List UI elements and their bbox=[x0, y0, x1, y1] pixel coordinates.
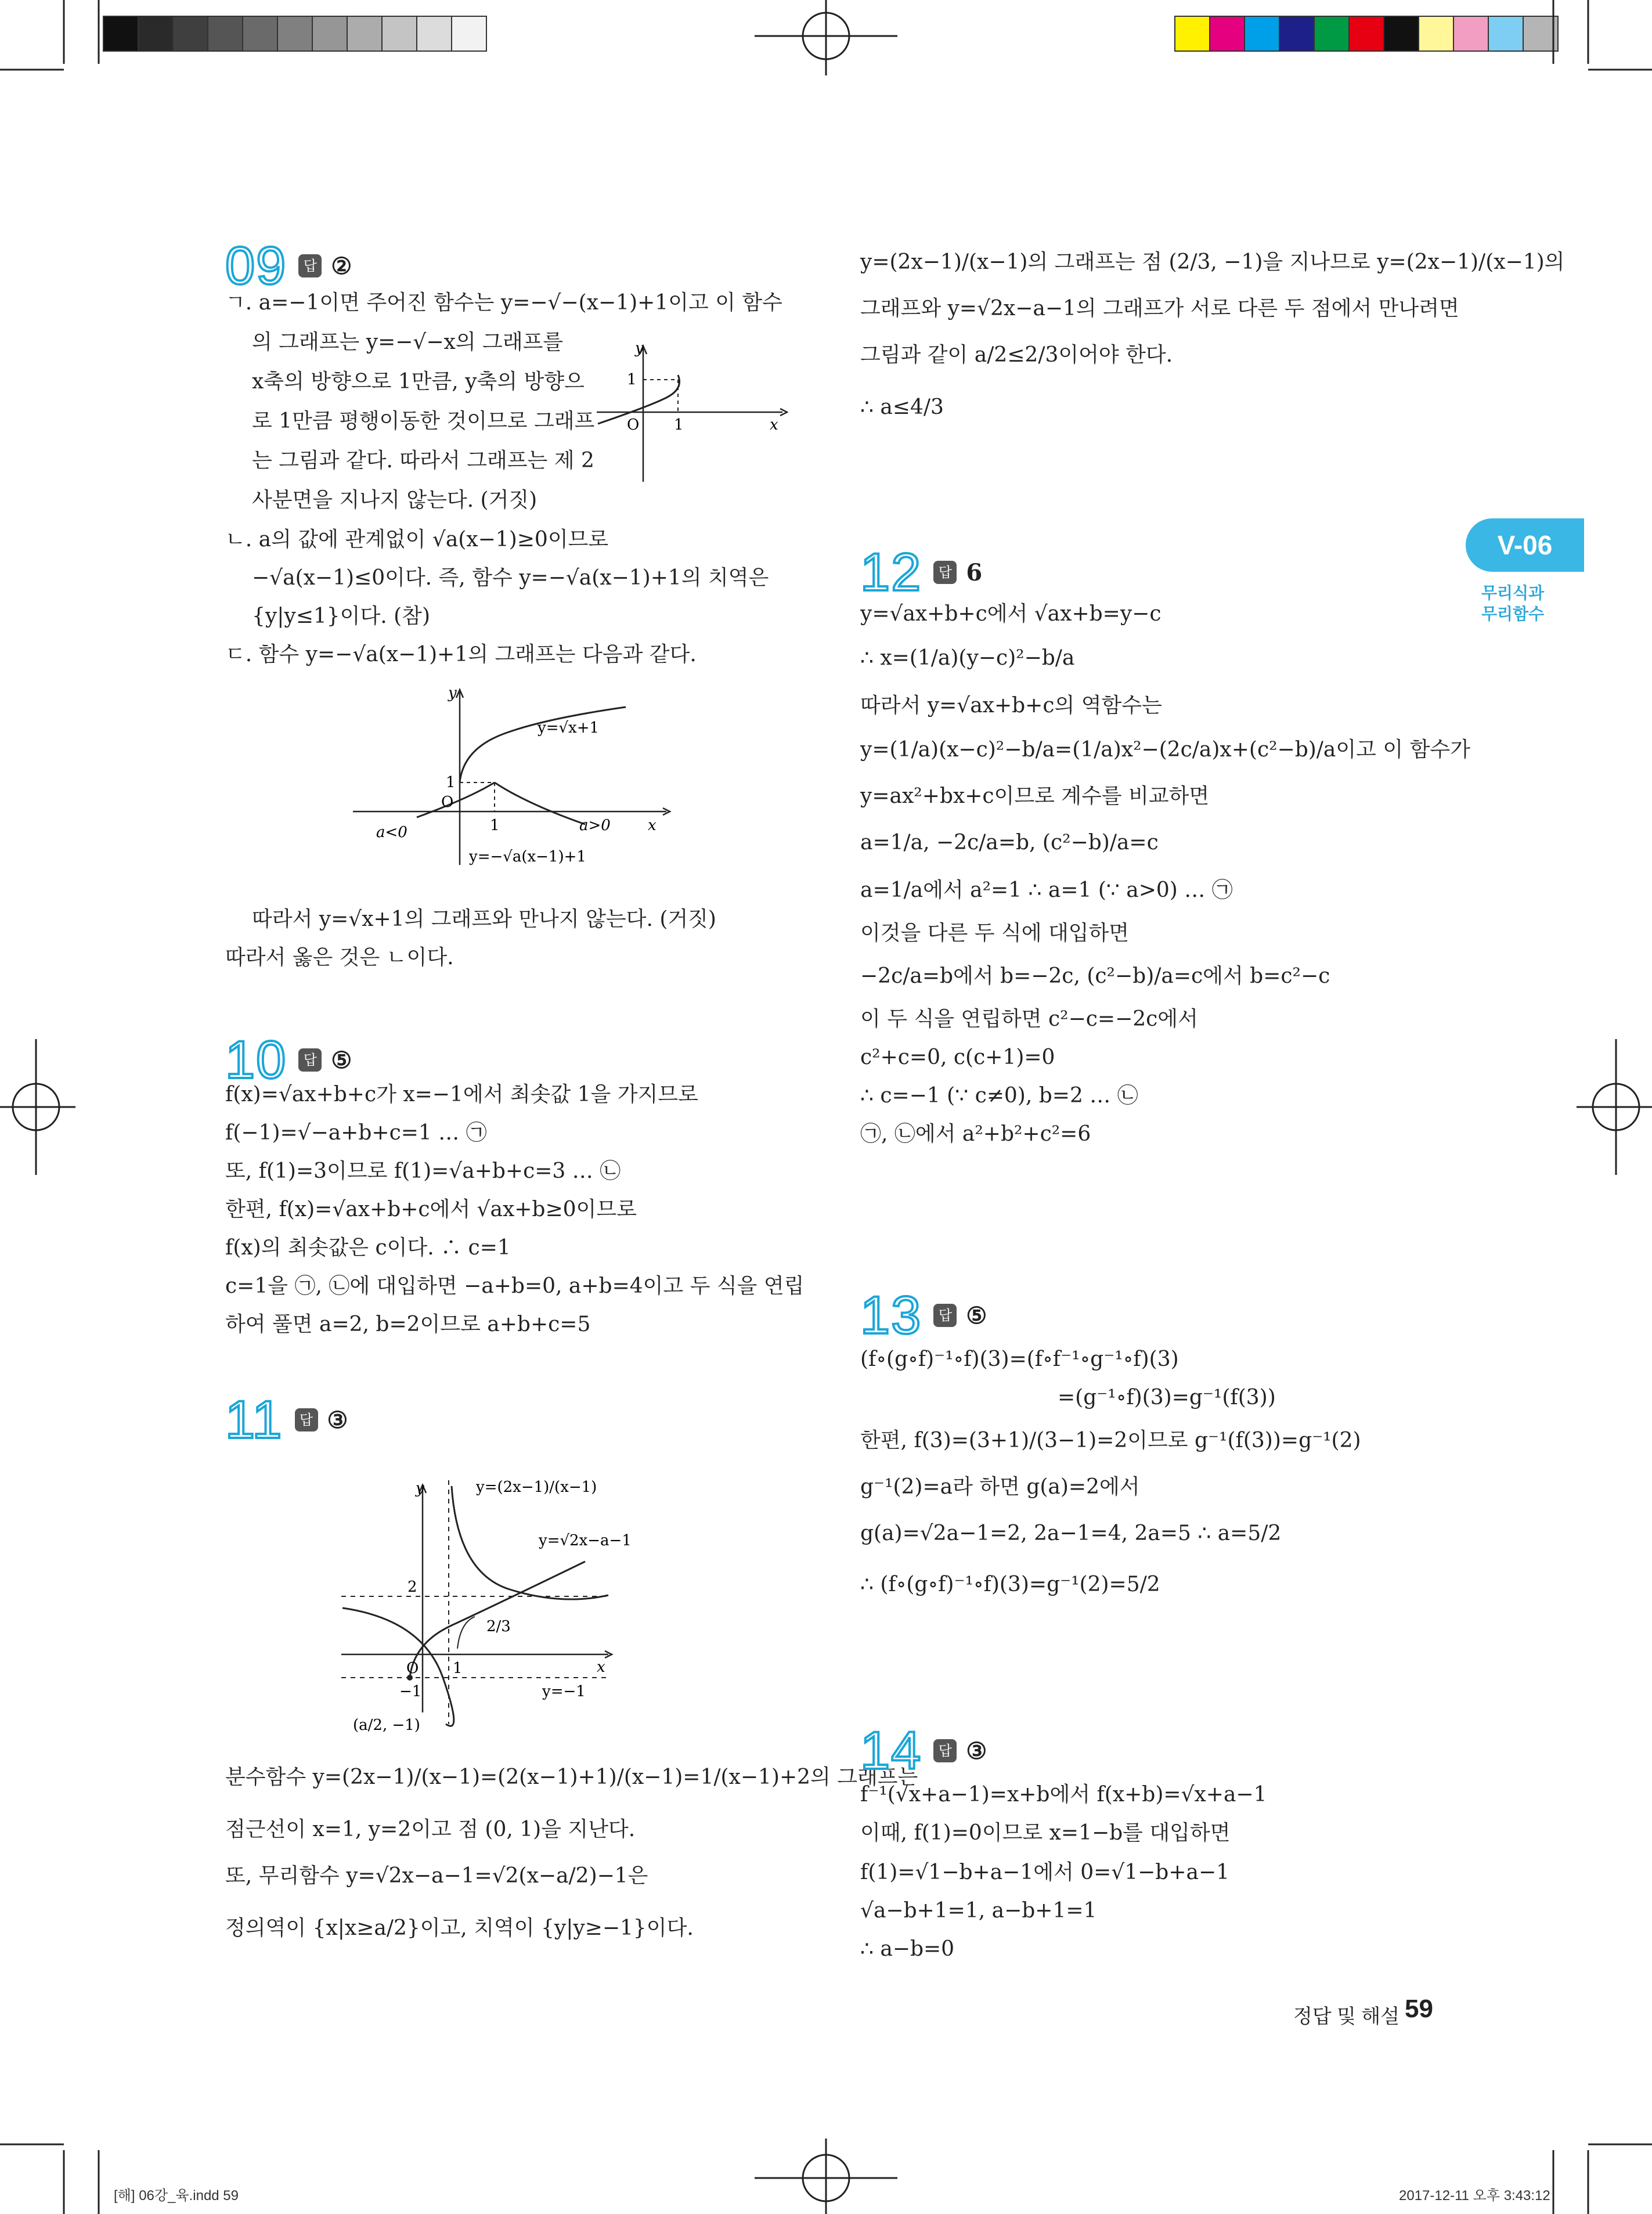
q10-line: f(x)의 최솟값은 c이다. ∴ c=1 bbox=[225, 1236, 511, 1260]
curve-label: y=(2x−1)/(x−1) bbox=[476, 1479, 597, 1496]
color-swatch bbox=[312, 16, 347, 51]
q11-number: 11 bbox=[225, 1390, 283, 1449]
q11-graph bbox=[341, 1457, 701, 1747]
color-swatch bbox=[347, 16, 382, 51]
q12-header bbox=[860, 543, 983, 602]
q13-number: 13 bbox=[860, 1286, 922, 1345]
color-swatch bbox=[1175, 16, 1210, 51]
answer-badge: 답 bbox=[298, 1048, 322, 1072]
process-color-bar bbox=[1175, 16, 1558, 51]
color-swatch bbox=[243, 16, 277, 51]
q14-number: 14 bbox=[860, 1721, 922, 1780]
color-swatch bbox=[208, 16, 243, 51]
q10-line: 한편, f(x)=√ax+b+c에서 √ax+b≥0이므로 bbox=[225, 1198, 637, 1221]
curve-label: y=−√a(x−1)+1 bbox=[469, 848, 586, 866]
answer-badge: 답 bbox=[933, 1739, 957, 1762]
tick-label: 2 bbox=[407, 1578, 417, 1596]
axis-x-label: x bbox=[597, 1658, 605, 1676]
origin-label: O bbox=[441, 794, 454, 811]
q09-line: 는 그림과 같다. 따라서 그래프는 제 2 bbox=[252, 449, 594, 473]
q13-answer: ⑤ bbox=[966, 1301, 987, 1329]
section-subtitle: 무리식과 bbox=[1481, 584, 1545, 602]
q13-header bbox=[860, 1286, 987, 1345]
q14-header bbox=[860, 1721, 987, 1780]
color-swatch bbox=[1314, 16, 1349, 51]
q12-line: ∴ x=(1/a)(y−c)²−b/a bbox=[860, 646, 1075, 670]
q14-line: ∴ a−b=0 bbox=[860, 1937, 955, 1961]
q09-line: ㄱ. a=−1이면 주어진 함수는 y=−√−(x−1)+1이고 이 함수 bbox=[225, 291, 782, 315]
q13-line: ∴ (f∘(g∘f)⁻¹∘f)(3)=g⁻¹(2)=5/2 bbox=[860, 1573, 1160, 1596]
tick-label: 1 bbox=[453, 1660, 463, 1677]
q12-line: c²+c=0, c(c+1)=0 bbox=[860, 1045, 1055, 1069]
curve-label: y=√x+1 bbox=[538, 719, 600, 737]
color-swatch bbox=[1488, 16, 1523, 51]
color-swatch bbox=[452, 16, 486, 51]
q14-line: 이때, f(1)=0이므로 x=1−b를 대입하면 bbox=[860, 1821, 1231, 1845]
q11-line: 점근선이 x=1, y=2이고 점 (0, 1)을 지난다. bbox=[225, 1818, 636, 1841]
q12-line: ㉠, ㉡에서 a²+b²+c²=6 bbox=[860, 1122, 1091, 1146]
color-swatch bbox=[1210, 16, 1245, 51]
color-swatch bbox=[1419, 16, 1453, 51]
axis-x-label: x bbox=[770, 416, 778, 434]
q12-line: −2c/a=b에서 b=−2c, (c²−b)/a=c에서 b=c²−c bbox=[860, 964, 1330, 988]
q12-line: y=√ax+b+c에서 √ax+b=y−c bbox=[860, 602, 1162, 626]
answer-badge: 답 bbox=[298, 254, 322, 277]
axis-y-label: y bbox=[416, 1480, 424, 1497]
q11-line: 또, 무리함수 y=√2x−a−1=√2(x−a/2)−1은 bbox=[225, 1864, 648, 1888]
q10-line: c=1을 ㉠, ㉡에 대입하면 −a+b=0, a+b=4이고 두 식을 연립 bbox=[225, 1274, 805, 1298]
axis-y-label: y bbox=[635, 340, 644, 357]
q10-line: 하여 풀면 a=2, b=2이므로 a+b+c=5 bbox=[225, 1312, 591, 1336]
q11-line: ∴ a≤4/3 bbox=[860, 395, 944, 419]
q10-line: 또, f(1)=3이므로 f(1)=√a+b+c=3 … ㉡ bbox=[225, 1159, 621, 1183]
q13-line: g⁻¹(2)=a라 하면 g(a)=2에서 bbox=[860, 1475, 1140, 1499]
answer-badge: 답 bbox=[933, 1304, 957, 1327]
q14-line: √a−b+1=1, a−b+1=1 bbox=[860, 1899, 1097, 1923]
q09-line: ㄷ. 함수 y=−√a(x−1)+1의 그래프는 다음과 같다. bbox=[225, 643, 697, 666]
q12-line: a=1/a에서 a²=1 ∴ a=1 (∵ a>0) … ㉠ bbox=[860, 878, 1233, 902]
q13-line: (f∘(g∘f)⁻¹∘f)(3)=(f∘f⁻¹∘g⁻¹∘f)(3) bbox=[860, 1347, 1179, 1371]
q12-line: a=1/a, −2c/a=b, (c²−b)/a=c bbox=[860, 831, 1159, 854]
color-swatch bbox=[1279, 16, 1314, 51]
color-swatch bbox=[1453, 16, 1488, 51]
color-swatch bbox=[277, 16, 312, 51]
q09-line: 따라서 옳은 것은 ㄴ이다. bbox=[225, 946, 454, 969]
tick-label: 1 bbox=[490, 817, 500, 834]
color-swatch bbox=[103, 16, 138, 51]
curve-label: a<0 bbox=[376, 824, 407, 841]
axis-y-label: y bbox=[448, 685, 457, 702]
section-tab: V-06 bbox=[1466, 518, 1584, 572]
q11-line: 그래프와 y=√2x−a−1의 그래프가 서로 다른 두 점에서 만나려면 bbox=[860, 297, 1459, 320]
tick-label: −1 bbox=[399, 1683, 422, 1700]
q11-line: y=(2x−1)/(x−1)의 그래프는 점 (2/3, −1)을 지나므로 y=(2x−1)/(x−1)의 bbox=[860, 250, 1565, 274]
q09-graph-2 bbox=[353, 685, 678, 871]
q11-line: 그림과 같이 a/2≤2/3이어야 한다. bbox=[860, 343, 1173, 367]
q13-line: 한편, f(3)=(3+1)/(3−1)=2이므로 g⁻¹(f(3))=g⁻¹(2) bbox=[860, 1429, 1361, 1452]
q12-line: ∴ c=−1 (∵ c≠0), b=2 … ㉡ bbox=[860, 1084, 1138, 1108]
page-number: 59 bbox=[1405, 1995, 1433, 2023]
q09-line: {y|y≤1}이다. (참) bbox=[252, 604, 430, 628]
q14-line: f⁻¹(√x+a−1)=x+b에서 f(x+b)=√x+a−1 bbox=[860, 1783, 1267, 1806]
color-swatch bbox=[138, 16, 173, 51]
tick-label: 1 bbox=[446, 774, 456, 791]
asymptote-label: y=−1 bbox=[542, 1683, 586, 1700]
color-swatch bbox=[417, 16, 452, 51]
q12-line: 이것을 다른 두 식에 대입하면 bbox=[860, 921, 1130, 945]
q09-header bbox=[225, 236, 352, 295]
q13-line: =(g⁻¹∘f)(3)=g⁻¹(f(3)) bbox=[1058, 1386, 1276, 1409]
q10-line: f(x)=√ax+b+c가 x=−1에서 최솟값 1을 가지므로 bbox=[225, 1083, 698, 1106]
tick-label: 1 bbox=[627, 371, 637, 388]
axis-x-label: x bbox=[648, 817, 657, 834]
q11-line: 정의역이 {x|x≥a/2}이고, 치역이 {y|y≥−1}이다. bbox=[225, 1916, 694, 1940]
q09-line: 사분면을 지나지 않는다. (거짓) bbox=[252, 488, 538, 512]
tick-label: 1 bbox=[674, 416, 684, 434]
q12-line: 따라서 y=√ax+b+c의 역함수는 bbox=[860, 694, 1162, 717]
q10-header bbox=[225, 1030, 352, 1090]
print-slug-date: 2017-12-11 오후 3:43:12 bbox=[1399, 2188, 1550, 2204]
q10-answer: ⑤ bbox=[331, 1046, 352, 1074]
color-swatch bbox=[1349, 16, 1384, 51]
q09-answer: ② bbox=[331, 252, 352, 280]
curve-label: a>0 bbox=[579, 817, 611, 834]
q10-number: 10 bbox=[225, 1030, 287, 1090]
gray-color-bar bbox=[103, 16, 486, 51]
origin-label: O bbox=[406, 1660, 419, 1677]
q11-header bbox=[225, 1390, 348, 1449]
color-swatch bbox=[1245, 16, 1279, 51]
q14-answer: ③ bbox=[966, 1737, 987, 1765]
q09-number: 09 bbox=[225, 236, 287, 295]
tick-label: 2/3 bbox=[486, 1618, 511, 1635]
q09-line: x축의 방향으로 1만큼, y축의 방향으 bbox=[252, 370, 585, 394]
footer-label: 정답 및 해설 bbox=[1293, 2006, 1400, 2028]
q12-number: 12 bbox=[860, 543, 922, 602]
color-swatch bbox=[382, 16, 417, 51]
answer-badge: 답 bbox=[933, 561, 957, 584]
q12-line: 이 두 식을 연립하면 c²−c=−2c에서 bbox=[860, 1007, 1198, 1031]
answer-badge: 답 bbox=[295, 1408, 318, 1431]
q12-line: y=ax²+bx+c이므로 계수를 비교하면 bbox=[860, 784, 1210, 808]
q09-line: 의 그래프는 y=−√−x의 그래프를 bbox=[252, 330, 564, 354]
curve-label: y=√2x−a−1 bbox=[539, 1532, 632, 1549]
section-subtitle: 무리함수 bbox=[1481, 605, 1545, 623]
point-label: (a/2, −1) bbox=[353, 1717, 420, 1734]
q13-line: g(a)=√2a−1=2, 2a−1=4, 2a=5 ∴ a=5/2 bbox=[860, 1521, 1282, 1545]
q09-line: 따라서 y=√x+1의 그래프와 만나지 않는다. (거짓) bbox=[252, 907, 716, 931]
q09-line: 로 1만큼 평행이동한 것이므로 그래프 bbox=[252, 409, 595, 433]
q12-answer: 6 bbox=[966, 558, 983, 586]
q11-line: 분수함수 y=(2x−1)/(x−1)=(2(x−1)+1)/(x−1)=1/(x−1)+2의 그래프는 bbox=[225, 1765, 918, 1789]
print-slug-file: [해] 06강_육.indd 59 bbox=[114, 2188, 239, 2204]
q09-line: ㄴ. a의 값에 관계없이 √a(x−1)≥0이므로 bbox=[225, 528, 609, 551]
q12-line: y=(1/a)(x−c)²−b/a=(1/a)x²−(2c/a)x+(c²−b)/a이고 이 함수가 bbox=[860, 738, 1470, 762]
q11-answer: ③ bbox=[327, 1406, 348, 1434]
q09-graph-1 bbox=[597, 337, 788, 488]
q09-line: −√a(x−1)≤0이다. 즉, 함수 y=−√a(x−1)+1의 치역은 bbox=[252, 566, 769, 590]
origin-label: O bbox=[627, 416, 640, 434]
q14-line: f(1)=√1−b+a−1에서 0=√1−b+a−1 bbox=[860, 1860, 1230, 1884]
color-swatch bbox=[1384, 16, 1419, 51]
q10-line: f(−1)=√−a+b+c=1 … ㉠ bbox=[225, 1121, 487, 1145]
color-swatch bbox=[173, 16, 208, 51]
